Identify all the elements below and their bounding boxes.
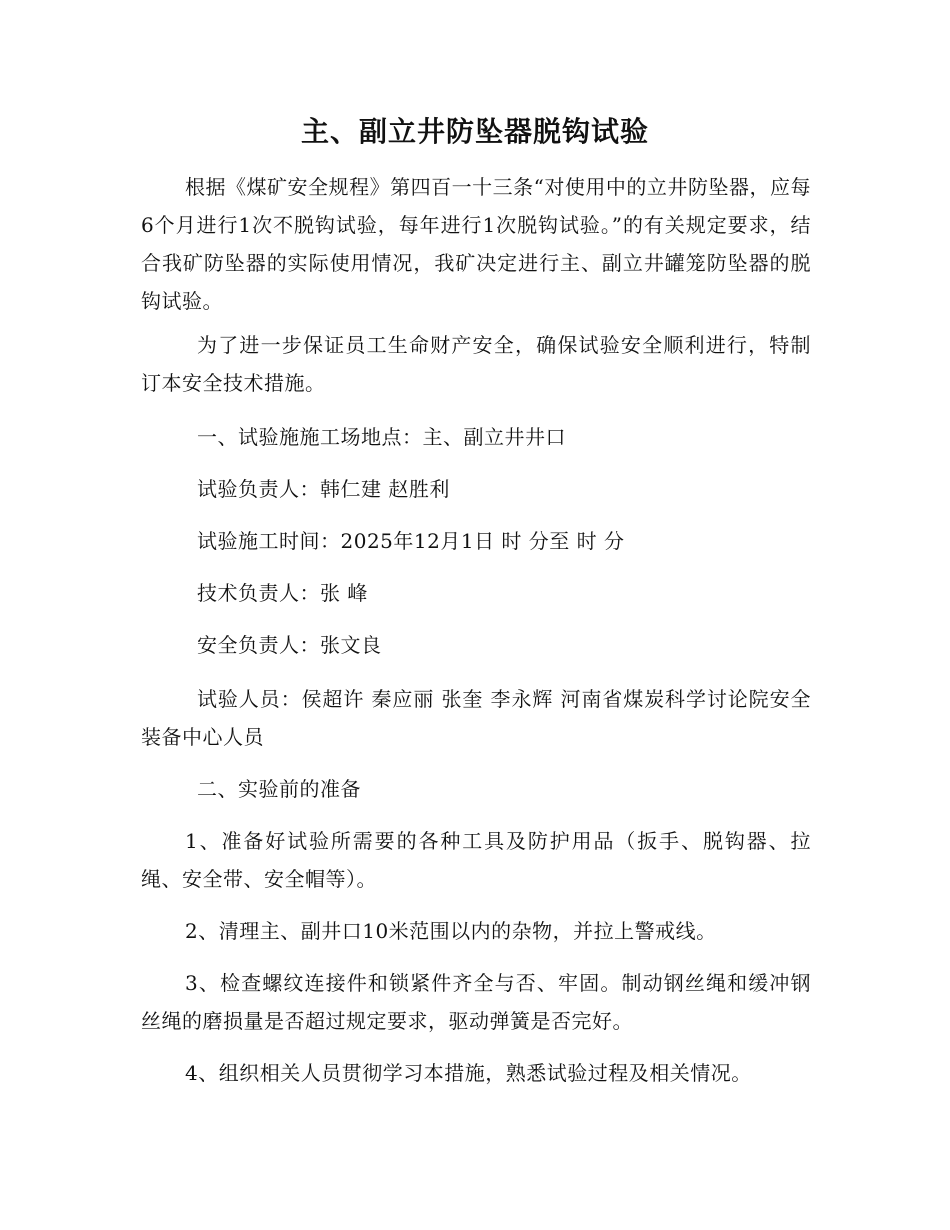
prep-item-1: 1、准备好试验所需要的各种工具及防护用品（扳手、脱钩器、拉绳、安全带、安全帽等）。: [141, 829, 811, 891]
section-preparation: 二、实验前的准备: [197, 777, 361, 801]
paragraph-purpose: 为了进一步保证员工生命财产安全，确保试验安全顺利进行，特制订本安全技术措施。: [141, 333, 811, 395]
section-site: 一、试验施施工场地点：主、副立井井口: [197, 425, 566, 449]
tech-leader-line: 技术负责人：张 峰: [197, 581, 368, 605]
test-staff-paragraph: 试验人员：侯超许 秦应丽 张奎 李永辉 河南省煤炭科学讨论院安全装备中心人员: [141, 687, 811, 749]
test-leader-line: 试验负责人：韩仁建 赵胜利: [197, 477, 450, 501]
prep-item-3: 3、检查螺纹连接件和锁紧件齐全与否、牢固。制动钢丝绳和缓冲钢丝绳的磨损量是否超过规定要求，驱动弹簧是否完好。: [141, 971, 811, 1033]
safety-leader-line: 安全负责人：张文良: [197, 633, 382, 657]
test-time-line: 试验施工时间：2025年12月1日 时 分至 时 分: [197, 529, 625, 553]
document-title: 主、副立井防坠器脱钩试验: [300, 115, 649, 148]
prep-item-2: 2、清理主、副井口10米范围以内的杂物，并拉上警戒线。: [185, 919, 717, 943]
paragraph-regulation: 根据《煤矿安全规程》第四百一十三条“对使用中的立井防坠器，应每6个月进行1次不脱钩试验，每年进行1次脱钩试验。”的有关规定要求，结合我矿防坠器的实际使用情况，我矿决定进行主、副立井罐笼防坠器的脱钩试验。: [141, 175, 811, 313]
prep-item-4: 4、组织相关人员贯彻学习本措施，熟悉试验过程及相关情况。: [185, 1061, 752, 1085]
